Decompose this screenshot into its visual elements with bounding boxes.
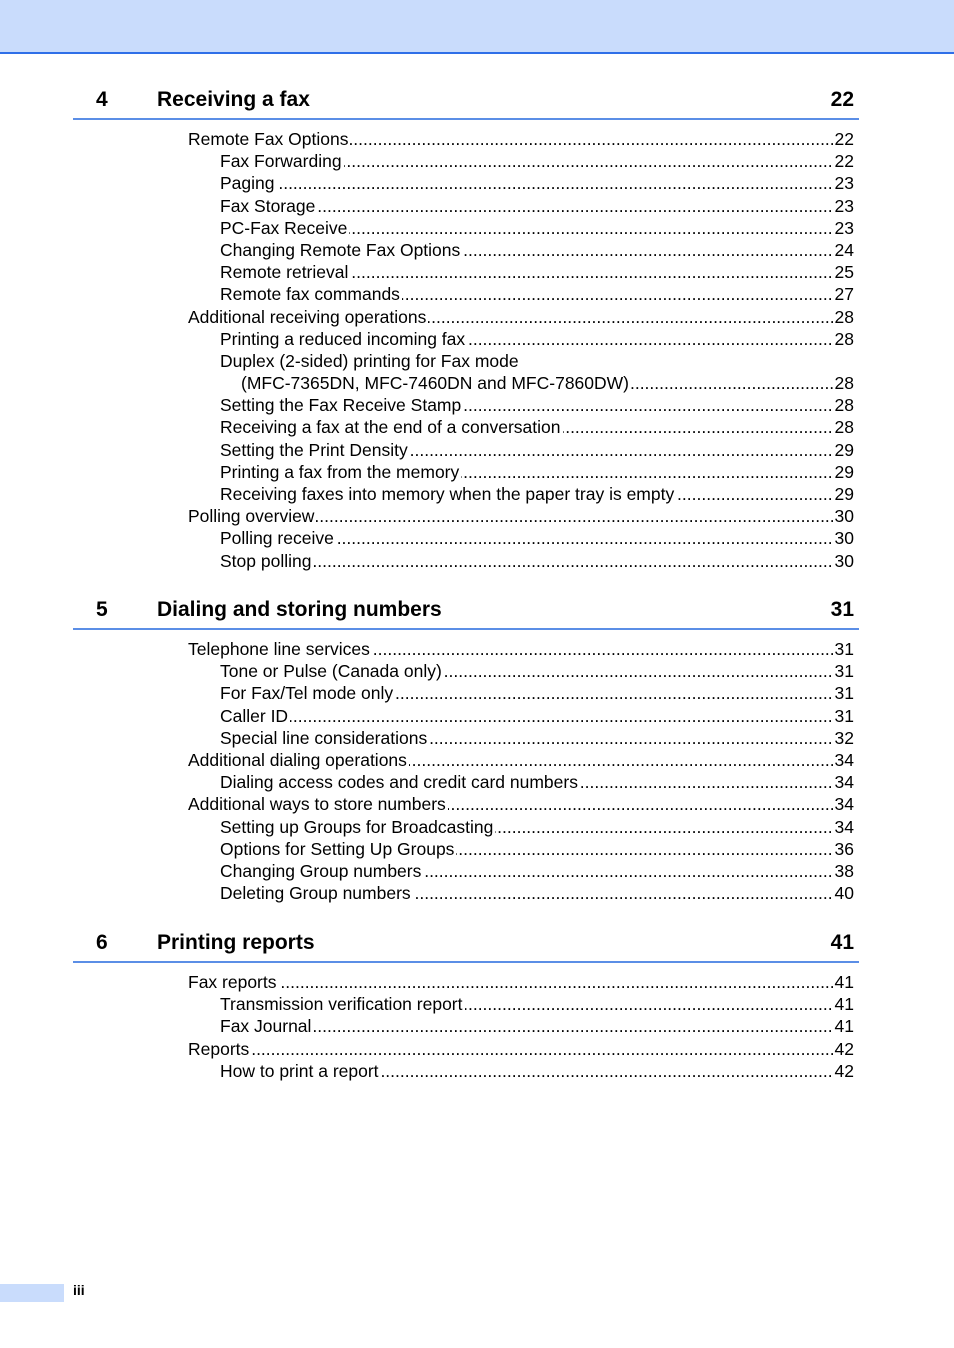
- toc-entry-page: 41: [834, 1016, 854, 1037]
- toc-entry-page: 41: [834, 994, 854, 1015]
- toc-entry-page: 32: [834, 727, 854, 748]
- toc-entry[interactable]: [220, 660, 859, 682]
- toc-entry[interactable]: [188, 638, 859, 660]
- toc-entry[interactable]: [220, 727, 859, 749]
- toc-entry-title: Stop polling: [220, 550, 312, 571]
- chapter-title[interactable]: Receiving a fax: [157, 88, 310, 111]
- toc-entry-page: 30: [834, 528, 854, 549]
- toc-entry[interactable]: [220, 1015, 859, 1037]
- toc-entry-page: 36: [834, 838, 854, 859]
- toc-entry-title: Remote retrieval: [220, 262, 349, 283]
- toc-entry[interactable]: [241, 372, 859, 394]
- toc-entries: [73, 971, 859, 1082]
- toc-entry-page: 22: [834, 129, 854, 149]
- chapter-heading: [73, 598, 859, 630]
- toc-entry[interactable]: [220, 993, 859, 1015]
- toc-entry[interactable]: [220, 882, 859, 904]
- toc-entry-title: For Fax/Tel mode only: [220, 683, 394, 704]
- toc-entry[interactable]: [188, 306, 859, 328]
- toc-entry-page: 34: [834, 772, 854, 793]
- toc-entry-title: Setting up Groups for Broadcasting: [220, 816, 494, 837]
- toc-entry[interactable]: [220, 150, 859, 172]
- toc-entry-page: 42: [834, 1038, 854, 1059]
- chapter-number: 4: [96, 88, 108, 111]
- toc-entry-title: Changing Group numbers: [220, 860, 422, 881]
- toc-entry-title: Deleting Group numbers: [220, 883, 411, 904]
- toc-entry-title: Caller ID: [220, 705, 289, 726]
- toc-entry[interactable]: [220, 328, 859, 350]
- toc-entry-title: Fax reports: [188, 972, 277, 992]
- chapter-heading: [73, 931, 859, 963]
- dot-leader: [220, 172, 833, 194]
- toc-entry-title: Printing a reduced incoming fax: [220, 328, 466, 349]
- toc-entry-title: Polling receive: [220, 528, 334, 549]
- toc-entry-title: Setting the Fax Receive Stamp: [220, 395, 462, 416]
- toc-entry[interactable]: [220, 838, 859, 860]
- chapter-4: [73, 88, 859, 572]
- toc-entry-title: PC-Fax Receive: [220, 217, 348, 238]
- toc-entry-page: 40: [834, 883, 854, 904]
- toc-entry-title: Paging: [220, 173, 275, 194]
- toc-entry[interactable]: [220, 217, 859, 239]
- toc-entries: [73, 638, 859, 904]
- toc-entry-page: 24: [834, 239, 854, 260]
- toc-entry-title: Remote Fax Options: [188, 129, 349, 149]
- toc-entry[interactable]: [188, 971, 859, 993]
- toc-entry[interactable]: [220, 350, 859, 372]
- toc-entry-title: Tone or Pulse (Canada only): [220, 661, 442, 682]
- toc-entry-page: 22: [834, 151, 854, 172]
- toc-entry-page: 29: [834, 484, 854, 504]
- toc-entry-page: 34: [834, 794, 854, 815]
- toc-entry[interactable]: [220, 461, 859, 483]
- toc-entry-title: Transmission verification report: [220, 994, 463, 1015]
- chapter-5: [73, 598, 859, 904]
- toc-entry-title: Options for Setting Up Groups: [220, 838, 455, 859]
- toc-entry[interactable]: [220, 705, 859, 727]
- toc-entry[interactable]: [220, 483, 859, 505]
- toc-entry[interactable]: [220, 239, 859, 261]
- toc-entry-page: 38: [834, 860, 854, 881]
- chapter-6: [73, 931, 859, 1082]
- toc-entry[interactable]: [220, 816, 859, 838]
- toc-entry[interactable]: [188, 793, 859, 815]
- toc-entry[interactable]: [220, 195, 859, 217]
- toc-entry-page: 28: [834, 417, 854, 438]
- toc-entry-page: 42: [834, 1060, 854, 1081]
- toc-entry[interactable]: [220, 394, 859, 416]
- toc-entry[interactable]: [220, 416, 859, 438]
- toc-entry-page: 34: [834, 816, 854, 837]
- toc-entry-page: 34: [834, 749, 854, 770]
- toc-entry-title: Additional dialing operations: [188, 749, 407, 770]
- toc-entry-page: 25: [834, 262, 854, 283]
- toc-entry[interactable]: [220, 771, 859, 793]
- toc-entry-page: 30: [834, 550, 854, 571]
- footer-page-number: iii: [73, 1282, 85, 1298]
- toc-entry-title: How to print a report: [220, 1060, 379, 1081]
- chapter-page[interactable]: 41: [830, 931, 854, 954]
- toc-entries: [73, 128, 859, 572]
- toc-entry[interactable]: [220, 1060, 859, 1082]
- chapter-number: 5: [96, 598, 108, 621]
- chapter-title[interactable]: Printing reports: [157, 931, 315, 954]
- toc-entry-page: 29: [834, 439, 854, 460]
- toc-entry-page: 28: [834, 306, 854, 327]
- header-band: [0, 0, 954, 54]
- toc-entry-title: Polling overview: [188, 506, 315, 527]
- toc-entry-page: 28: [834, 328, 854, 349]
- toc-entry[interactable]: [220, 172, 859, 194]
- toc-entry-title: Dialing access codes and credit card numbers: [220, 772, 578, 793]
- toc-entry[interactable]: [220, 527, 859, 549]
- toc-entry[interactable]: [220, 860, 859, 882]
- toc-entry-title: Fax Forwarding: [220, 151, 342, 172]
- toc-entry-page: 23: [834, 217, 854, 238]
- dot-leader: [220, 705, 833, 727]
- toc-entry-title: Fax Journal: [220, 1016, 312, 1037]
- footer-band: [0, 1284, 64, 1302]
- toc-entry[interactable]: [188, 505, 859, 527]
- toc-entry-page: 30: [834, 506, 854, 527]
- toc-entry[interactable]: [188, 128, 859, 150]
- chapter-number: 6: [96, 931, 108, 954]
- toc-entry-title: Fax Storage: [220, 195, 316, 216]
- toc-entry[interactable]: [220, 283, 859, 305]
- toc-entry-page: 28: [834, 395, 854, 416]
- toc-entry-title: (MFC-7365DN, MFC-7460DN and MFC-7860DW): [241, 373, 629, 394]
- toc-entry-title: Changing Remote Fax Options: [220, 239, 461, 260]
- toc-entry[interactable]: [188, 1038, 859, 1060]
- toc-entry-page: 31: [834, 661, 854, 682]
- toc-entry-title: Reports: [188, 1038, 250, 1059]
- toc-entry[interactable]: [188, 749, 859, 771]
- toc-entry-page: 41: [834, 972, 854, 992]
- toc-entry[interactable]: [220, 550, 859, 572]
- toc-entry-title: Remote fax commands: [220, 284, 400, 305]
- toc-entry-title: Printing a fax from the memory: [220, 461, 460, 482]
- toc-entry-page: 29: [834, 461, 854, 482]
- toc-entry-page: 23: [834, 173, 854, 194]
- toc-entry-title: Receiving a fax at the end of a conversation: [220, 417, 561, 438]
- toc-entry-title: Setting the Print Density: [220, 439, 408, 460]
- toc-entry-title: Additional receiving operations: [188, 306, 427, 327]
- toc-entry-title: Special line considerations: [220, 727, 428, 748]
- chapter-page[interactable]: 31: [830, 598, 854, 621]
- toc-entry[interactable]: [220, 682, 859, 704]
- chapter-heading: [73, 88, 859, 120]
- dot-leader: [188, 1038, 833, 1060]
- toc-entry-page: 31: [834, 683, 854, 704]
- toc-entry-title: Additional ways to store numbers: [188, 794, 446, 815]
- toc-entry-title: Telephone line services: [188, 639, 370, 659]
- toc-entry-page: 27: [834, 284, 854, 305]
- dot-leader: [188, 971, 833, 993]
- toc-entry-title: Receiving faxes into memory when the paper tray is empty: [220, 484, 675, 504]
- chapter-page[interactable]: 22: [830, 88, 854, 111]
- toc-entry-page: 31: [834, 705, 854, 726]
- chapter-title[interactable]: Dialing and storing numbers: [157, 598, 442, 621]
- toc-entry-title: Duplex (2-sided) printing for Fax mode: [220, 350, 519, 371]
- toc-entry-page: 23: [834, 195, 854, 216]
- toc-entry-page: 28: [834, 373, 854, 394]
- toc-entry-page: 31: [834, 639, 854, 659]
- toc-entry[interactable]: [220, 261, 859, 283]
- toc-entry[interactable]: [220, 439, 859, 461]
